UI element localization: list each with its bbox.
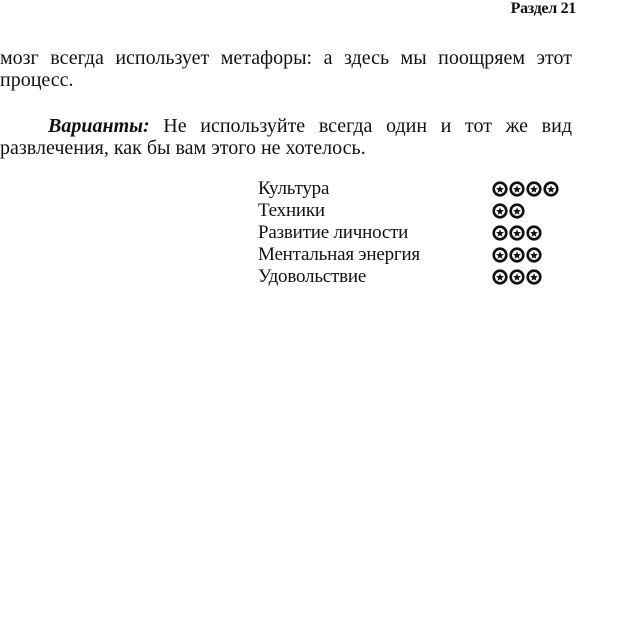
star-in-circle-icon bbox=[492, 247, 508, 263]
star-in-circle-icon bbox=[509, 181, 525, 197]
rating-label: Культура bbox=[258, 178, 330, 199]
rating-label: Развитие личности bbox=[258, 222, 409, 243]
rating-row-personal-development bbox=[258, 222, 568, 244]
rating-label: Удовольствие bbox=[258, 266, 367, 287]
star-in-circle-icon bbox=[526, 247, 542, 263]
rating-row-techniques bbox=[258, 200, 568, 222]
star-in-circle-icon bbox=[509, 269, 525, 285]
rating-stars bbox=[492, 269, 568, 285]
rating-stars bbox=[492, 203, 568, 219]
rating-row-pleasure bbox=[258, 266, 568, 288]
rating-label: Ментальная энергия bbox=[258, 244, 420, 265]
paragraph-variants bbox=[0, 115, 572, 159]
star-in-circle-icon bbox=[526, 181, 542, 197]
rating-row-mental-energy bbox=[258, 244, 568, 266]
rating-label: Техники bbox=[258, 200, 325, 221]
rating-stars bbox=[492, 247, 568, 263]
ratings-table bbox=[258, 178, 568, 288]
rating-row-culture bbox=[258, 178, 568, 200]
rating-stars bbox=[492, 225, 568, 241]
section-header: Раздел 21 bbox=[510, 0, 576, 17]
paragraph-metaphors: мозг всегда использует метафоры: а здесь мы поощряем этот процесс. bbox=[0, 47, 572, 91]
star-in-circle-icon bbox=[509, 203, 525, 219]
star-in-circle-icon bbox=[492, 269, 508, 285]
star-in-circle-icon bbox=[526, 269, 542, 285]
variants-lead: Варианты: bbox=[48, 115, 150, 137]
star-in-circle-icon bbox=[543, 181, 559, 197]
rating-stars bbox=[492, 181, 568, 197]
star-in-circle-icon bbox=[492, 203, 508, 219]
star-in-circle-icon bbox=[492, 225, 508, 241]
star-in-circle-icon bbox=[492, 181, 508, 197]
star-in-circle-icon bbox=[509, 247, 525, 263]
star-in-circle-icon bbox=[509, 225, 525, 241]
variants-text: Не используйте всегда один и тот же вид развлечения, как бы вам этого не хотелось. bbox=[0, 115, 572, 159]
star-in-circle-icon bbox=[526, 225, 542, 241]
